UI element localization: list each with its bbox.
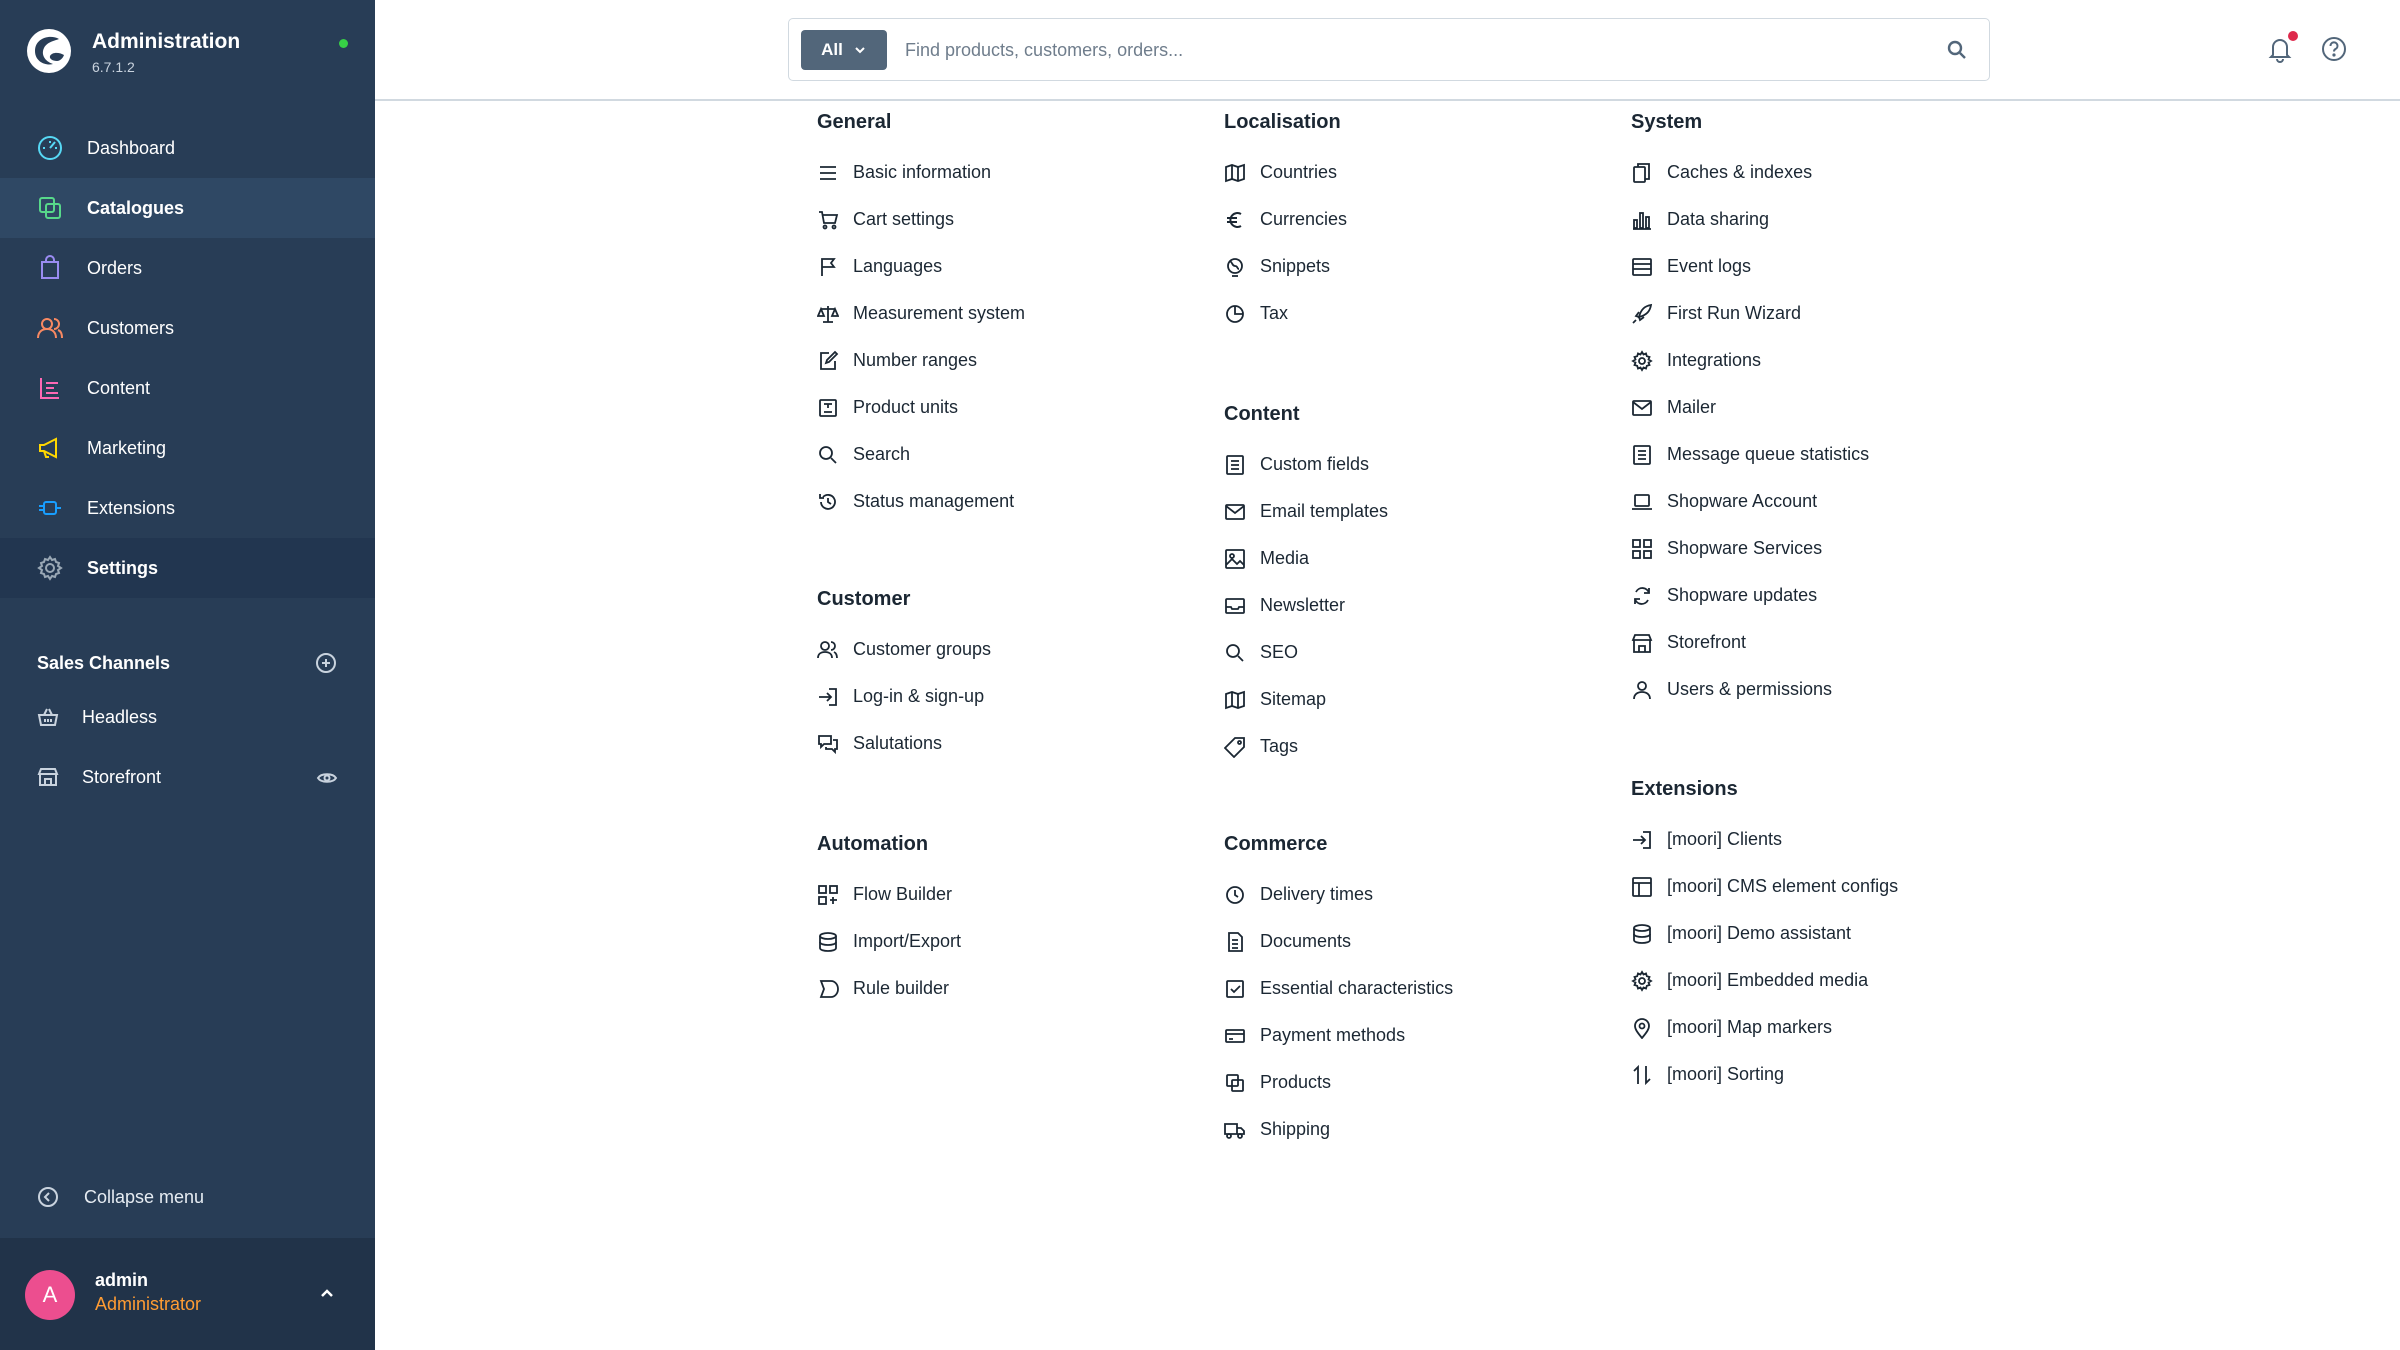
tag-icon bbox=[1224, 736, 1246, 758]
item-label: Users & permissions bbox=[1667, 679, 1833, 699]
copy-icon bbox=[1631, 162, 1653, 184]
content-icon bbox=[36, 374, 64, 402]
nav-item-marketing[interactable] bbox=[0, 418, 375, 478]
settings-item-moori-demo-assistant[interactable] bbox=[1631, 910, 1898, 957]
globe-icon bbox=[1224, 256, 1246, 278]
settings-item-moori-map-markers[interactable] bbox=[1631, 1004, 1898, 1051]
pie-chart-icon bbox=[1224, 303, 1246, 325]
item-label: Shopware Account bbox=[1667, 491, 1818, 511]
item-label: Log-in & sign-up bbox=[853, 686, 985, 706]
user-box[interactable] bbox=[0, 1238, 375, 1350]
grid-icon bbox=[1631, 538, 1653, 560]
collapse-icon bbox=[36, 1185, 60, 1209]
settings-item-integrations[interactable] bbox=[1631, 337, 1869, 384]
top-bar bbox=[375, 0, 2400, 101]
form-icon bbox=[1224, 454, 1246, 476]
sign-in-icon bbox=[817, 686, 839, 708]
sales-channels-title: Sales Channels bbox=[37, 652, 171, 673]
item-label: Custom fields bbox=[1260, 454, 1370, 474]
item-label: Languages bbox=[853, 256, 943, 276]
item-label: SEO bbox=[1260, 642, 1299, 662]
group-title: Commerce bbox=[1224, 833, 1328, 855]
item-label: Products bbox=[1260, 1072, 1332, 1092]
settings-item-status-management[interactable] bbox=[817, 478, 1025, 525]
group-title: Automation bbox=[817, 833, 929, 855]
flow-icon bbox=[817, 884, 839, 906]
item-label: Essential characteristics bbox=[1260, 978, 1454, 998]
settings-item-essential-characteristics[interactable] bbox=[1224, 965, 1453, 1012]
chevron-down-icon bbox=[853, 43, 867, 57]
image-icon bbox=[1224, 548, 1246, 570]
sales-channel-headless[interactable] bbox=[36, 697, 346, 737]
item-label: Status management bbox=[853, 491, 1015, 511]
nav-label: Settings bbox=[87, 557, 159, 578]
checkbox-icon bbox=[1224, 978, 1246, 1000]
map-icon bbox=[1224, 689, 1246, 711]
document-icon bbox=[1224, 931, 1246, 953]
settings-group-localisation bbox=[1224, 107, 1347, 337]
settings-item-cart-settings[interactable] bbox=[817, 196, 1025, 243]
main-nav bbox=[0, 118, 375, 598]
settings-item-shopware-updates[interactable] bbox=[1631, 572, 1869, 619]
shopware-logo-icon bbox=[26, 28, 72, 74]
group-title: System bbox=[1631, 111, 1703, 133]
users-icon bbox=[817, 639, 839, 661]
edit-icon bbox=[817, 350, 839, 372]
item-label: Tax bbox=[1260, 303, 1289, 323]
item-label: Number ranges bbox=[853, 350, 978, 370]
item-label: Tags bbox=[1260, 736, 1299, 756]
settings-item-custom-fields[interactable] bbox=[1224, 441, 1388, 488]
marketing-icon bbox=[36, 434, 64, 462]
nav-label: Dashboard bbox=[87, 137, 176, 158]
envelope-icon bbox=[1224, 501, 1246, 523]
nav-item-orders[interactable] bbox=[0, 238, 375, 298]
user-name: admin bbox=[95, 1270, 149, 1290]
item-label: Storefront bbox=[1667, 632, 1747, 652]
item-label: Message queue statistics bbox=[1667, 444, 1870, 464]
settings-index bbox=[375, 101, 2400, 1350]
settings-item-snippets[interactable] bbox=[1224, 243, 1347, 290]
group-title: Customer bbox=[817, 588, 911, 610]
settings-item-salutations[interactable] bbox=[817, 720, 991, 767]
status-indicator bbox=[339, 39, 348, 48]
settings-item-shopware-services[interactable] bbox=[1631, 525, 1869, 572]
settings-item-newsletter[interactable] bbox=[1224, 582, 1388, 629]
nav-item-settings[interactable] bbox=[0, 538, 375, 598]
sidebar bbox=[0, 0, 375, 1350]
add-sales-channel-icon[interactable] bbox=[315, 652, 337, 674]
item-label: Shipping bbox=[1260, 1119, 1331, 1139]
settings-icon bbox=[36, 554, 64, 582]
item-label: Data sharing bbox=[1667, 209, 1770, 229]
settings-item-documents[interactable] bbox=[1224, 918, 1453, 965]
item-label: Documents bbox=[1260, 931, 1352, 951]
chevron-up-icon[interactable] bbox=[316, 1282, 338, 1304]
item-label: Rule builder bbox=[853, 978, 950, 998]
settings-item-seo[interactable] bbox=[1224, 629, 1388, 676]
storefront-icon bbox=[1631, 632, 1653, 654]
settings-item-moori-sorting[interactable] bbox=[1631, 1051, 1898, 1098]
global-search bbox=[788, 18, 1990, 81]
settings-item-tags[interactable] bbox=[1224, 723, 1388, 770]
settings-item-rule-builder[interactable] bbox=[817, 965, 961, 1012]
catalogue-icon bbox=[36, 194, 64, 222]
settings-item-first-run-wizard[interactable] bbox=[1631, 290, 1869, 337]
settings-item-flow-builder[interactable] bbox=[817, 871, 961, 918]
search-icon bbox=[817, 444, 839, 466]
group-title: General bbox=[817, 111, 892, 133]
sales-channels-header bbox=[37, 648, 337, 678]
settings-item-media[interactable] bbox=[1224, 535, 1388, 582]
item-label: Caches & indexes bbox=[1667, 162, 1813, 182]
stack-icon bbox=[1631, 256, 1653, 278]
item-label: Import/Export bbox=[853, 931, 962, 951]
sales-channel-storefront[interactable] bbox=[36, 757, 346, 797]
settings-group-automation bbox=[817, 829, 961, 1012]
sign-in-icon bbox=[1631, 829, 1653, 851]
search-type-select[interactable] bbox=[801, 30, 887, 70]
nav-item-content[interactable] bbox=[0, 358, 375, 418]
group-title: Extensions bbox=[1631, 778, 1738, 800]
settings-item-delivery-times[interactable] bbox=[1224, 871, 1453, 918]
map-pin-icon bbox=[1631, 1017, 1653, 1039]
app-title: Administration bbox=[92, 30, 241, 53]
storefront-icon bbox=[36, 765, 60, 789]
settings-item-moori-clients[interactable] bbox=[1631, 816, 1898, 863]
settings-item-moori-embedded-media[interactable] bbox=[1631, 957, 1898, 1004]
flag-icon bbox=[817, 256, 839, 278]
item-label: Media bbox=[1260, 548, 1310, 568]
laptop-icon bbox=[1631, 491, 1653, 513]
nav-item-customers[interactable] bbox=[0, 298, 375, 358]
help-icon[interactable] bbox=[2320, 35, 2348, 63]
nav-item-extensions[interactable] bbox=[0, 478, 375, 538]
item-label: Currencies bbox=[1260, 209, 1348, 229]
app-version: 6.7.1.2 bbox=[92, 59, 135, 75]
nav-label: Extensions bbox=[87, 497, 176, 518]
settings-item-sitemap[interactable] bbox=[1224, 676, 1388, 723]
sales-channel-label: Storefront bbox=[82, 766, 162, 787]
settings-group-extensions bbox=[1631, 774, 1898, 1098]
rocket-icon bbox=[1631, 303, 1653, 325]
form-icon bbox=[1631, 444, 1653, 466]
notification-badge bbox=[2288, 31, 2298, 41]
settings-item-products[interactable] bbox=[1224, 1059, 1453, 1106]
chat-icon bbox=[817, 733, 839, 755]
sort-icon bbox=[1631, 1064, 1653, 1086]
item-label: First Run Wizard bbox=[1667, 303, 1802, 323]
nav-label: Customers bbox=[87, 317, 175, 338]
database-icon bbox=[817, 931, 839, 953]
item-label: Payment methods bbox=[1260, 1025, 1406, 1045]
item-label: [moori] Demo assistant bbox=[1667, 923, 1852, 943]
basket-icon bbox=[36, 705, 60, 729]
settings-item-currencies[interactable] bbox=[1224, 196, 1347, 243]
history-icon bbox=[817, 491, 839, 513]
item-label: Product units bbox=[853, 397, 959, 417]
item-label: Mailer bbox=[1667, 397, 1717, 417]
item-label: Email templates bbox=[1260, 501, 1389, 521]
item-label: Integrations bbox=[1667, 350, 1762, 370]
map-icon bbox=[1224, 162, 1246, 184]
settings-item-countries[interactable] bbox=[1224, 149, 1347, 196]
gear-icon bbox=[1631, 970, 1653, 992]
list-icon bbox=[817, 162, 839, 184]
nav-label: Marketing bbox=[87, 437, 167, 458]
settings-item-email-templates[interactable] bbox=[1224, 488, 1388, 535]
euro-icon bbox=[1224, 209, 1246, 231]
search-icon bbox=[1224, 642, 1246, 664]
settings-item-measurement-system[interactable] bbox=[817, 290, 1025, 337]
item-label: Basic information bbox=[853, 162, 992, 182]
item-label: [moori] Map markers bbox=[1667, 1017, 1833, 1037]
item-label: Salutations bbox=[853, 733, 943, 753]
settings-item-mailer[interactable] bbox=[1631, 384, 1869, 431]
settings-item-import-export[interactable] bbox=[817, 918, 961, 965]
settings-item-storefront[interactable] bbox=[1631, 619, 1869, 666]
eye-icon[interactable] bbox=[316, 767, 338, 789]
item-label: Shopware updates bbox=[1667, 585, 1818, 605]
search-icon[interactable] bbox=[1945, 38, 1969, 62]
collapse-menu-button[interactable] bbox=[36, 1182, 204, 1212]
unit-icon bbox=[817, 397, 839, 419]
settings-group-commerce bbox=[1224, 829, 1453, 1153]
settings-item-login-signup[interactable] bbox=[817, 673, 991, 720]
orders-icon bbox=[36, 254, 64, 282]
settings-item-payment-methods[interactable] bbox=[1224, 1012, 1453, 1059]
settings-item-message-queue-statistics[interactable] bbox=[1631, 431, 1869, 478]
item-label: Countries bbox=[1260, 162, 1338, 182]
nav-item-catalogues[interactable] bbox=[0, 178, 375, 238]
settings-group-customer bbox=[817, 584, 991, 767]
database-icon bbox=[1631, 923, 1653, 945]
refresh-icon bbox=[1631, 585, 1653, 607]
envelope-icon bbox=[1631, 397, 1653, 419]
item-label: Sitemap bbox=[1260, 689, 1327, 709]
item-label: [moori] Embedded media bbox=[1667, 970, 1869, 990]
item-label: Newsletter bbox=[1260, 595, 1346, 615]
item-label: Cart settings bbox=[853, 209, 955, 229]
item-label: Snippets bbox=[1260, 256, 1331, 276]
settings-item-moori-cms-element-configs[interactable] bbox=[1631, 863, 1898, 910]
settings-item-customer-groups[interactable] bbox=[817, 626, 991, 673]
avatar: A bbox=[25, 1270, 75, 1320]
item-label: [moori] Sorting bbox=[1667, 1064, 1785, 1084]
item-label: Event logs bbox=[1667, 256, 1752, 276]
search-input[interactable] bbox=[905, 31, 1925, 69]
bar-chart-icon bbox=[1631, 209, 1653, 231]
brand[interactable] bbox=[26, 26, 356, 80]
item-label: Shopware Services bbox=[1667, 538, 1823, 558]
layout-icon bbox=[1631, 876, 1653, 898]
products-icon bbox=[1224, 1072, 1246, 1094]
scale-icon bbox=[817, 303, 839, 325]
sales-channel-label: Headless bbox=[82, 706, 158, 727]
item-label: Delivery times bbox=[1260, 884, 1374, 904]
settings-group-system bbox=[1631, 107, 1869, 713]
settings-item-users-permissions[interactable] bbox=[1631, 666, 1869, 713]
item-label: [moori] CMS element configs bbox=[1667, 876, 1899, 896]
settings-item-search[interactable] bbox=[817, 431, 1025, 478]
search-type-label: All bbox=[821, 40, 843, 59]
nav-label: Catalogues bbox=[87, 197, 185, 218]
truck-icon bbox=[1224, 1119, 1246, 1141]
item-label: Measurement system bbox=[853, 303, 1026, 323]
item-label: Customer groups bbox=[853, 639, 992, 659]
nav-label: Orders bbox=[87, 257, 143, 278]
user-icon bbox=[1631, 679, 1653, 701]
settings-item-data-sharing[interactable] bbox=[1631, 196, 1869, 243]
item-label: Search bbox=[853, 444, 911, 464]
item-label: Flow Builder bbox=[853, 884, 953, 904]
clock-icon bbox=[1224, 884, 1246, 906]
settings-item-tax[interactable] bbox=[1224, 290, 1347, 337]
item-label: [moori] Clients bbox=[1667, 829, 1783, 849]
settings-item-shipping[interactable] bbox=[1224, 1106, 1453, 1153]
credit-card-icon bbox=[1224, 1025, 1246, 1047]
inbox-icon bbox=[1224, 595, 1246, 617]
customers-icon bbox=[36, 314, 64, 342]
settings-item-shopware-account[interactable] bbox=[1631, 478, 1869, 525]
settings-group-content bbox=[1224, 399, 1388, 770]
dashboard-icon bbox=[36, 134, 64, 162]
user-role: Administrator bbox=[95, 1294, 202, 1314]
settings-item-languages[interactable] bbox=[817, 243, 1025, 290]
nav-label: Content bbox=[87, 377, 151, 398]
group-title: Localisation bbox=[1224, 111, 1341, 133]
settings-item-product-units[interactable] bbox=[817, 384, 1025, 431]
settings-group-general bbox=[817, 107, 1025, 525]
gear-icon bbox=[1631, 350, 1653, 372]
settings-item-number-ranges[interactable] bbox=[817, 337, 1025, 384]
settings-item-event-logs[interactable] bbox=[1631, 243, 1869, 290]
rule-icon bbox=[817, 978, 839, 1000]
settings-item-basic-information[interactable] bbox=[817, 149, 1025, 196]
nav-item-dashboard[interactable] bbox=[0, 118, 375, 178]
group-title: Content bbox=[1224, 403, 1300, 425]
cart-icon bbox=[817, 209, 839, 231]
settings-item-caches-indexes[interactable] bbox=[1631, 149, 1869, 196]
collapse-menu-label: Collapse menu bbox=[84, 1186, 205, 1207]
extensions-icon bbox=[36, 494, 64, 522]
